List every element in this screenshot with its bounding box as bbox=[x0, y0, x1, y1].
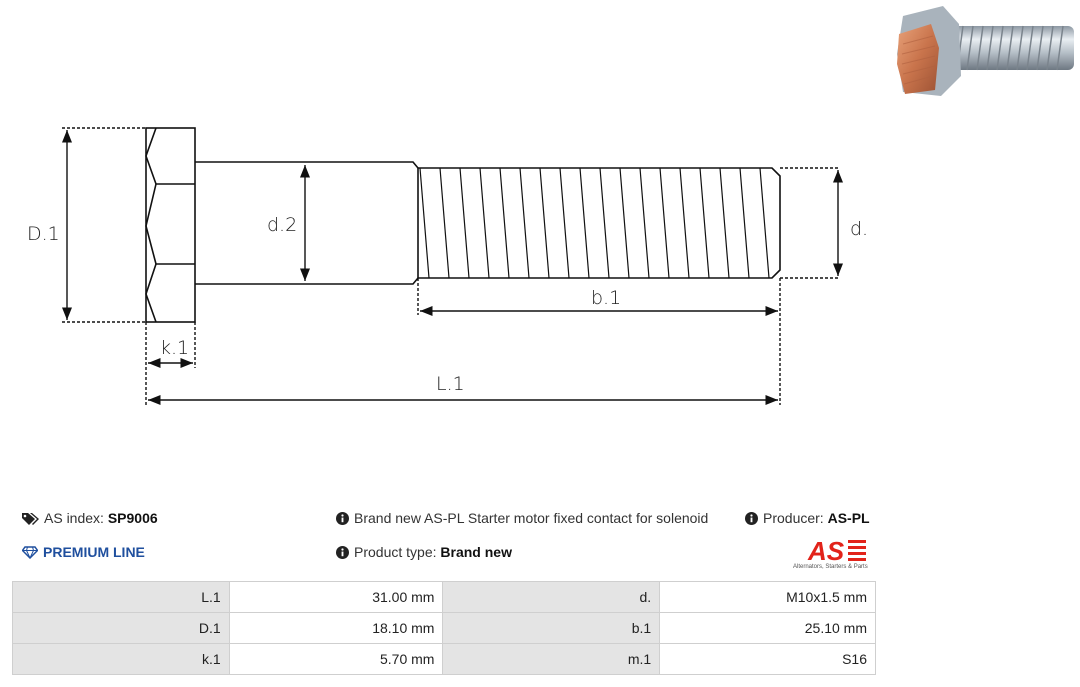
dim-label-D1: D.1 bbox=[27, 223, 60, 245]
description bbox=[336, 510, 708, 526]
as-index bbox=[22, 510, 158, 526]
logo-tagline: Alternators, Starters & Parts bbox=[793, 564, 868, 570]
product-type-label: Product type: bbox=[354, 544, 437, 560]
dim-label-b1: b.1 bbox=[591, 287, 622, 309]
dim-label-k1: k.1 bbox=[160, 337, 190, 359]
spec-key: D.1 bbox=[13, 613, 230, 644]
product-type bbox=[336, 544, 512, 560]
dim-label-L1: L.1 bbox=[436, 373, 465, 395]
spec-value: S16 bbox=[660, 644, 876, 675]
dim-label-d2: d.2 bbox=[267, 214, 298, 236]
spec-key: k.1 bbox=[13, 644, 230, 675]
as-index-value: SP9006 bbox=[107, 510, 158, 526]
bolt-technical-drawing bbox=[0, 110, 900, 420]
description-text: Brand new AS-PL Starter motor fixed contact for solenoid bbox=[354, 510, 709, 526]
spec-value: 5.70 mm bbox=[229, 644, 443, 675]
info-circle-icon bbox=[336, 546, 349, 559]
producer-label: Producer: bbox=[763, 510, 824, 526]
spec-key: d. bbox=[443, 582, 660, 613]
diamond-icon bbox=[22, 546, 38, 559]
table-row bbox=[13, 613, 876, 644]
spec-value: 25.10 mm bbox=[660, 613, 876, 644]
as-pl-logo bbox=[790, 536, 880, 570]
premium-line-link[interactable] bbox=[22, 544, 145, 560]
spec-value: M10x1.5 mm bbox=[660, 582, 876, 613]
dim-label-d: d. bbox=[850, 218, 869, 240]
producer-value: AS-PL bbox=[827, 510, 870, 526]
product-type-value: Brand new bbox=[440, 544, 512, 560]
spec-value: 31.00 mm bbox=[229, 582, 443, 613]
spec-value: 18.10 mm bbox=[229, 613, 443, 644]
table-row bbox=[13, 644, 876, 675]
spec-key: L.1 bbox=[13, 582, 230, 613]
spec-table bbox=[12, 581, 876, 675]
spec-key: m.1 bbox=[443, 644, 660, 675]
premium-line-label[interactable]: PREMIUM LINE bbox=[43, 544, 145, 560]
table-row bbox=[13, 582, 876, 613]
producer bbox=[745, 510, 870, 526]
spec-key: b.1 bbox=[443, 613, 660, 644]
tags-icon bbox=[22, 512, 39, 525]
logo-text: AS bbox=[808, 536, 845, 566]
info-circle-icon bbox=[336, 512, 349, 525]
info-circle-icon bbox=[745, 512, 758, 525]
as-index-label: AS index: bbox=[44, 510, 104, 526]
product-photo bbox=[893, 4, 1077, 98]
